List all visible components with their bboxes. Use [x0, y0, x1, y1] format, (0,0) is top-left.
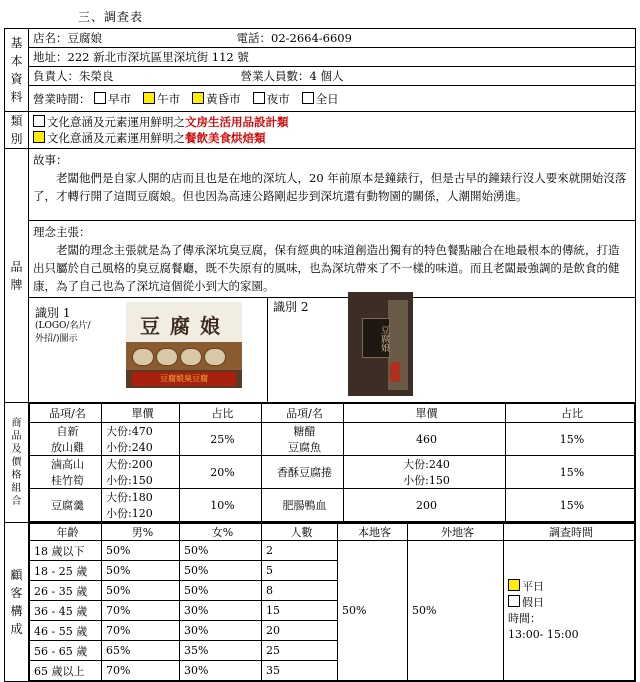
phone-number: 02-2664-6609 — [271, 31, 352, 45]
product-share: 15% — [506, 423, 635, 456]
dish-icon — [132, 348, 154, 366]
product-price: 200 — [344, 489, 506, 522]
product-share: 25% — [180, 423, 262, 456]
page-title: 三、調查表 — [78, 10, 144, 24]
identity-cell — [29, 298, 636, 403]
customer-male: 50% — [102, 581, 180, 601]
product-share: 10% — [180, 489, 262, 522]
hours-option[interactable] — [94, 92, 131, 106]
weekday-checkbox[interactable] — [508, 579, 520, 591]
identity-1-note: (LOGO/名片/外招/)圖示 — [35, 321, 91, 344]
hours-option[interactable] — [192, 92, 241, 106]
logo-photo-banner: 豆腐娘臭豆腐 — [132, 372, 236, 386]
customers-header-cell: 年齡 — [30, 524, 102, 541]
hours-option[interactable] — [253, 92, 290, 106]
product-share: 15% — [506, 456, 635, 489]
category-2-name: 餐飲美食烘焙類 — [185, 131, 266, 145]
products-cell — [29, 403, 636, 523]
products-header-row — [30, 404, 635, 423]
customers-header-cell: 調查時間 — [504, 524, 635, 541]
customers-header-cell: 人數 — [262, 524, 338, 541]
products-header-cell: 品項/名 — [30, 404, 102, 423]
brand-section-text: 品牌 — [10, 259, 23, 292]
customer-female: 50% — [180, 581, 262, 601]
customer-male: 70% — [102, 621, 180, 641]
phone-label: 電話： — [236, 31, 271, 45]
customer-male: 65% — [102, 641, 180, 661]
address: 地址：222 新北市深坑區里深坑街 112 號 — [29, 48, 636, 67]
products-header-cell: 單價 — [344, 404, 506, 423]
holiday-label: 假日 — [522, 595, 544, 609]
hours-option-label: 夜市 — [266, 91, 290, 106]
customer-count: 25 — [262, 641, 338, 661]
logo-photo-sign: 豆腐娘 — [140, 314, 230, 338]
customer-count: 20 — [262, 621, 338, 641]
category-1-checkbox[interactable] — [33, 115, 45, 127]
customers-header-cell: 女% — [180, 524, 262, 541]
product-name: 滷高山 桂竹筍 — [30, 456, 102, 489]
hours-checkbox[interactable] — [94, 92, 106, 104]
products-header-cell: 占比 — [506, 404, 635, 423]
products-header-cell: 單價 — [102, 404, 180, 423]
storefront-photo — [348, 292, 413, 396]
customer-age: 36 - 45 歲 — [30, 601, 102, 621]
customer-female: 30% — [180, 661, 262, 681]
customer-count: 35 — [262, 661, 338, 681]
customer-local: 50% — [338, 541, 408, 681]
customer-female: 35% — [180, 641, 262, 661]
customers-table — [29, 523, 635, 681]
identity-1-label: 識別 1 — [35, 306, 71, 320]
product-row — [30, 423, 635, 456]
customers-body — [30, 541, 635, 681]
hours-checkbox[interactable] — [253, 92, 265, 104]
customer-male: 50% — [102, 541, 180, 561]
customer-male: 70% — [102, 661, 180, 681]
concept-text: 老闆的理念主張就是為了傳承深坑臭豆腐，保有經典的味道創造出獨有的特色餐點融合在地最根本的傳統，打造出只屬於自己風格的臭豆腐餐廳，既不失原有的風味，也為深坑帶來了不一樣的味道。而且老闆最強調的是飲食的健康，為了自己也為了深坑這個從小到大的家園。 — [33, 243, 620, 293]
customers-cell — [29, 523, 636, 682]
category-1-prefix: 文化意涵及元素運用鮮明之 — [47, 115, 185, 129]
product-row — [30, 456, 635, 489]
store-row — [29, 29, 636, 48]
hours-checkbox[interactable] — [302, 92, 314, 104]
customer-age: 65 歲以上 — [30, 661, 102, 681]
holiday-option[interactable] — [508, 595, 634, 611]
category-option-1[interactable] — [33, 114, 635, 130]
customer-female: 30% — [180, 621, 262, 641]
storefront-photo-sign: 豆腐娘 — [362, 318, 390, 358]
store-name: 豆腐娘 — [67, 31, 102, 45]
hours-option-label: 午市 — [157, 91, 181, 106]
survey-table — [4, 28, 636, 682]
customer-age: 56 - 65 歲 — [30, 641, 102, 661]
customer-count: 8 — [262, 581, 338, 601]
customer-age: 18 歲以下 — [30, 541, 102, 561]
hours-option-label: 早市 — [108, 91, 132, 106]
category-2-prefix: 文化意涵及元素運用鮮明之 — [47, 131, 185, 145]
product-row — [30, 489, 635, 522]
concept-title: 理念主張： — [33, 225, 91, 239]
customer-male: 70% — [102, 601, 180, 621]
dish-icon — [156, 348, 178, 366]
customer-age: 46 - 55 歲 — [30, 621, 102, 641]
hours-checkbox[interactable] — [192, 92, 204, 104]
dish-icon — [180, 348, 202, 366]
identity-2-label: 識別 2 — [273, 300, 309, 314]
product-share: 15% — [506, 489, 635, 522]
hours-option[interactable] — [143, 92, 180, 106]
basic-section-text: 基本資料 — [10, 36, 23, 104]
customers-header-cell: 外地客 — [408, 524, 504, 541]
hours-option-label: 黃昏市 — [206, 91, 241, 106]
product-name: 豆腐羹 — [30, 489, 102, 522]
phone-group — [237, 30, 352, 46]
category-section-label — [5, 112, 29, 149]
hours-options — [94, 92, 351, 106]
customer-age: 18 - 25 歲 — [30, 561, 102, 581]
survey-time — [504, 541, 635, 681]
hours-label: 營業時間： — [33, 91, 91, 106]
hours-option[interactable] — [302, 92, 339, 106]
customer-count: 5 — [262, 561, 338, 581]
owner-row — [29, 67, 636, 86]
time-value: 13:00- 15:00 — [508, 627, 579, 641]
product-share: 20% — [180, 456, 262, 489]
products-body — [30, 423, 635, 522]
products-table — [29, 403, 635, 522]
customer-count: 2 — [262, 541, 338, 561]
customer-row — [30, 541, 635, 561]
customer-female: 50% — [180, 541, 262, 561]
product-price: 460 — [344, 423, 506, 456]
customers-section-label — [5, 523, 29, 682]
customer-female: 50% — [180, 561, 262, 581]
weekday-label: 平日 — [522, 579, 544, 593]
category-cell — [29, 112, 636, 149]
customer-female: 30% — [180, 601, 262, 621]
customers-section-text: 顧客構成 — [10, 568, 23, 636]
product-price: 大份:470 小份:240 — [102, 423, 180, 456]
weekday-option[interactable] — [508, 579, 634, 595]
customer-outside: 50% — [408, 541, 504, 681]
brand-section-label — [5, 149, 29, 403]
product-price: 大份:240 小份:150 — [344, 456, 506, 489]
customer-male: 50% — [102, 561, 180, 581]
category-section-text: 類別 — [10, 114, 23, 146]
category-2-checkbox[interactable] — [33, 131, 45, 143]
category-1-name: 文房生活用品設計類 — [185, 115, 289, 129]
product-name: 香酥豆腐捲 — [262, 456, 344, 489]
products-header-cell: 品項/名 — [262, 404, 344, 423]
customer-count: 15 — [262, 601, 338, 621]
product-name: 自新 放山雞 — [30, 423, 102, 456]
hours-option-label: 全日 — [315, 91, 339, 106]
hours-row — [29, 86, 636, 112]
products-section-label — [5, 403, 29, 523]
customers-header-row — [30, 524, 635, 541]
products-header-cell: 占比 — [180, 404, 262, 423]
category-option-2[interactable] — [33, 130, 635, 146]
product-name: 肥腸鴨血 — [262, 489, 344, 522]
concept-cell — [29, 221, 636, 298]
story-title: 故事： — [33, 153, 68, 167]
product-price: 大份:200 小份:150 — [102, 456, 180, 489]
store-label: 店名： — [33, 31, 68, 45]
story-cell — [29, 149, 636, 221]
product-name: 糖醋 豆腐魚 — [262, 423, 344, 456]
hours-checkbox[interactable] — [143, 92, 155, 104]
products-section-text: 商品及價格組合 — [11, 418, 22, 507]
story-text: 老闆他們是自家人開的店而且也是在地的深坑人，20 年前原本是鐘錶行，但是古早的鐘錶行沒人要來就開始沒落了，才轉行開了這間豆腐娘。但也因為高速公路剛起步到深坑還有動物園的關係，人潮開始湧進。 — [33, 171, 627, 203]
time-label: 時間： — [508, 611, 541, 625]
dish-icon — [204, 348, 226, 366]
product-price: 大份:180 小份:120 — [102, 489, 180, 522]
customers-header-cell: 男% — [102, 524, 180, 541]
customer-age: 26 - 35 歲 — [30, 581, 102, 601]
basic-section-label — [5, 29, 29, 112]
holiday-checkbox[interactable] — [508, 595, 520, 607]
logo-photo — [126, 302, 242, 388]
staff-count: 營業人員數：4 個人 — [240, 69, 344, 83]
owner: 負責人：朱榮良 — [33, 69, 114, 83]
storefront-photo-lantern — [390, 362, 400, 382]
customers-header-cell: 本地客 — [338, 524, 408, 541]
